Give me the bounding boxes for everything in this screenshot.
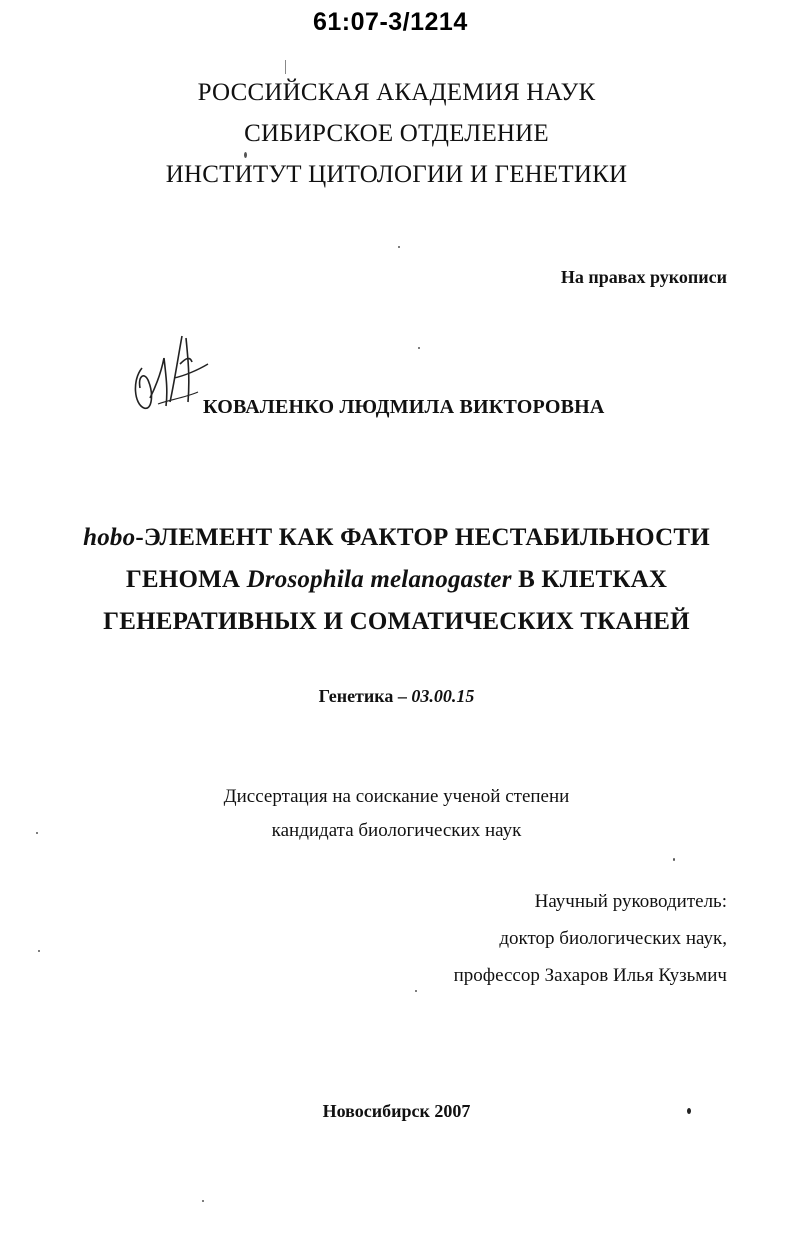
scan-speck bbox=[687, 1108, 691, 1114]
scan-speck bbox=[38, 950, 40, 952]
manuscript-rights-note: На правах рукописи bbox=[560, 267, 727, 287]
scan-mark bbox=[285, 60, 286, 74]
specialty bbox=[0, 686, 793, 707]
supervisor-degree: доктор биологических наук, bbox=[499, 928, 727, 949]
specialty-name: Генетика – bbox=[318, 686, 412, 706]
scan-speck bbox=[673, 858, 675, 861]
degree-line-2: кандидата биологических наук bbox=[271, 820, 522, 841]
specialty-code: 03.00.15 bbox=[411, 686, 475, 706]
dissertation-title-line-3: ГЕНЕРАТИВНЫХ И СОМАТИЧЕСКИХ ТКАНЕЙ bbox=[103, 608, 690, 635]
scan-speck bbox=[202, 1200, 204, 1202]
title-italic-hobo: hobo bbox=[83, 524, 136, 551]
city-year: Новосибирск 2007 bbox=[322, 1101, 471, 1121]
scan-speck bbox=[244, 152, 247, 158]
scan-speck bbox=[36, 832, 38, 834]
institution-academy: РОССИЙСКАЯ АКАДЕМИЯ НАУК bbox=[197, 79, 596, 106]
institution-branch: СИБИРСКОЕ ОТДЕЛЕНИЕ bbox=[244, 120, 549, 147]
catalog-number: 61:07-3/1214 bbox=[313, 8, 468, 36]
handwritten-signature bbox=[128, 328, 210, 420]
title-line-1-rest: -ЭЛЕМЕНТ КАК ФАКТОР НЕСТАБИЛЬНОСТИ bbox=[135, 524, 710, 551]
scan-speck bbox=[398, 246, 400, 248]
dissertation-title-line-1 bbox=[0, 524, 793, 552]
title-species-name: Drosophila melanogaster bbox=[246, 566, 512, 593]
supervisor-name: профессор Захаров Илья Кузьмич bbox=[453, 965, 727, 986]
supervisor-label: Научный руководитель: bbox=[534, 891, 727, 912]
title-line-2-start: ГЕНОМА bbox=[125, 566, 247, 593]
title-line-2-end: В КЛЕТКАХ bbox=[511, 566, 668, 593]
scan-speck bbox=[418, 347, 420, 349]
author-name: КОВАЛЕНКО ЛЮДМИЛА ВИКТОРОВНА bbox=[203, 396, 605, 418]
degree-line-1: Диссертация на соискание ученой степени bbox=[223, 786, 570, 807]
dissertation-title-line-2 bbox=[0, 566, 793, 594]
scan-speck bbox=[415, 990, 417, 992]
institution-institute: ИНСТИТУТ ЦИТОЛОГИИ И ГЕНЕТИКИ bbox=[165, 161, 628, 188]
